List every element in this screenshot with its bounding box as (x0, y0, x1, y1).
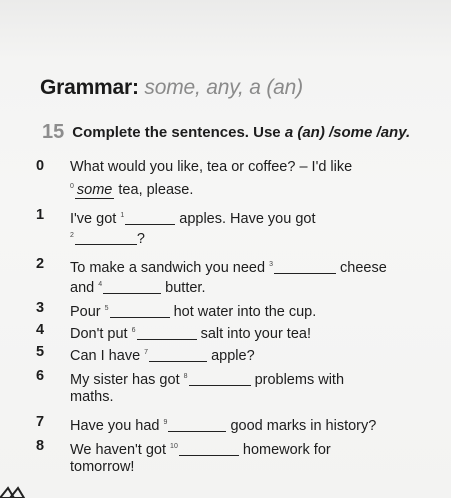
exercise-options: a (an) /some /any. (284, 124, 411, 141)
example-answer: some (76, 182, 113, 198)
ref-number: 9 (163, 419, 168, 426)
item-8-text: We haven't got (70, 442, 167, 458)
item-number-7: 7 (36, 414, 45, 430)
item-0-text: What would you like, tea or coffee? – I'd like (70, 159, 353, 175)
item-6-text-end: maths. (70, 389, 114, 405)
ref-number: 4 (98, 281, 103, 288)
item-7-text: Have you had (70, 418, 160, 434)
item-6-line2 (70, 388, 114, 406)
item-4-text: Don't put (70, 326, 128, 342)
item-2-text-and: and (70, 280, 95, 296)
item-5-text-end: apple? (211, 348, 255, 364)
title-topic: some, any, a (an) (144, 76, 303, 99)
item-6-text: My sister has got (70, 372, 180, 388)
item-1-text-mid: apples. Have you got (179, 211, 316, 227)
item-1-text-end: ? (136, 231, 145, 247)
answer-blank-1[interactable] (125, 210, 175, 225)
answer-blank-8[interactable] (189, 371, 251, 386)
answer-blank-6[interactable] (137, 325, 197, 340)
ref-number: 10 (170, 443, 178, 450)
item-0-line1 (70, 158, 352, 176)
item-7-line (70, 414, 376, 435)
item-number-8: 8 (36, 438, 45, 454)
item-4-text-end: salt into your tea! (200, 326, 311, 342)
item-2-text: To make a sandwich you need (70, 260, 266, 276)
ref-number: 3 (269, 261, 274, 268)
exercise-number: 15 (42, 121, 65, 143)
item-5-text: Can I have (70, 348, 141, 364)
item-3-text-end: hot water into the cup. (173, 304, 317, 320)
answer-blank-4[interactable] (103, 279, 161, 294)
item-number-3: 3 (36, 300, 45, 316)
answer-blank-3[interactable] (274, 259, 336, 274)
item-number-0: 0 (36, 158, 45, 174)
ref-number: 7 (144, 349, 149, 356)
item-number-1: 1 (36, 207, 45, 223)
item-8-line1 (70, 438, 331, 459)
ref-number: 1 (120, 212, 125, 219)
ref-number: 0 (70, 183, 74, 190)
answer-blank-7[interactable] (149, 347, 207, 362)
item-3-line (70, 300, 316, 321)
item-8-text-end: tomorrow! (70, 459, 135, 475)
item-0-text-end: tea, please. (118, 182, 194, 198)
answer-blank-10[interactable] (179, 441, 239, 456)
item-number-4: 4 (36, 322, 45, 338)
title-bold: Grammar: (40, 76, 139, 99)
answer-blank-9[interactable] (168, 417, 226, 432)
item-3-text: Pour (70, 304, 101, 320)
ref-number: 5 (104, 305, 109, 312)
item-number-5: 5 (36, 344, 45, 360)
item-6-line1 (70, 368, 344, 389)
item-2-line2 (70, 276, 205, 297)
section-title (40, 76, 303, 100)
item-8-line2 (70, 458, 134, 476)
answer-blank-2[interactable] (75, 230, 137, 245)
item-1-text: I've got (70, 211, 117, 227)
item-2-text-mid: cheese (340, 260, 387, 276)
page-corner-icon (0, 486, 36, 498)
item-1-line1 (70, 207, 316, 228)
item-6-text-mid: problems with (254, 372, 345, 388)
item-1-line2 (70, 227, 145, 248)
item-2-text-end: butter. (165, 280, 206, 296)
ref-number: 6 (131, 327, 136, 334)
ref-number: 2 (70, 232, 74, 239)
item-4-line (70, 322, 311, 343)
item-2-line1 (70, 256, 387, 277)
answer-blank-5[interactable] (110, 303, 170, 318)
item-7-text-end: good marks in history? (230, 418, 377, 434)
exercise-instruction: Complete the sentences. Use (72, 124, 285, 141)
item-5-line (70, 344, 255, 365)
item-8-text-mid: homework for (242, 442, 331, 458)
item-number-2: 2 (36, 256, 45, 272)
item-0-line2 (70, 178, 193, 199)
item-number-6: 6 (36, 368, 45, 384)
ref-number: 8 (183, 373, 188, 380)
exercise-heading (42, 120, 410, 143)
